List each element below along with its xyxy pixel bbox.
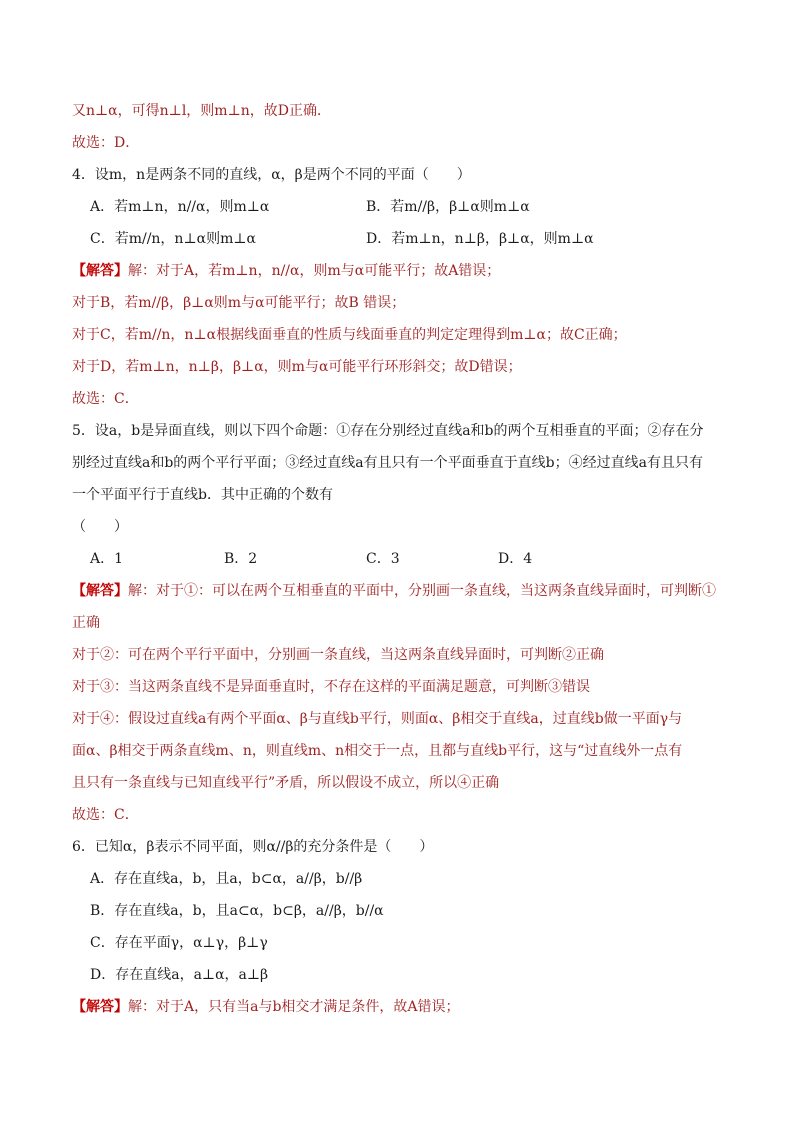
answer-tag: 【解答】 [72,583,128,599]
text-line: 故选：D． [72,135,140,151]
text-line: 对于C，若m//n，n⊥α根据线面垂直的性质与线面垂直的判定定理得到m⊥α；故C正确； [72,327,627,343]
q6-option-d: D．存在直线a，a⊥α，a⊥β [90,967,269,983]
answer-text: 解：对于A，若m⊥n，n//α，则m与α可能平行；故A错误； [128,263,501,279]
q4-option-d: D．若m⊥n，n⊥β，β⊥α，则m⊥α [366,231,594,247]
answer-text: 解：对于A，只有当a与b相交才满足条件，故A错误； [128,999,460,1015]
q6-option-b: B．存在直线a，b，且a⊂α，b⊂β，a//β，b//α [90,903,384,919]
question-6: 6．已知α，β表示不同平面，则α//β的充分条件是（ ） [72,839,434,855]
q6-option-a: A．存在直线a，b，且a，b⊂α，a//β，b//β [90,871,363,887]
answer-text: 解：对于①：可以在两个互相垂直的平面中，分别画一条直线，当这两条直线异面时，可判断① [128,583,716,599]
text-line: 面α、β相交于两条直线m、n，则直线m、n相交于一点，且都与直线b平行，这与“过直线外一点有 [72,743,683,759]
text-line: 又n⊥α，可得n⊥l，则m⊥n，故D正确． [72,103,331,119]
text-line: 对于④：假设过直线a有两个平面α、β与直线b平行，则面α、β相交于直线a，过直线b做一平面γ与 [72,711,683,727]
q5-option-d: D．4 [498,551,533,567]
q5-option-a: A．1 [90,551,124,567]
answer-5-line [72,581,716,601]
q4-option-a: A．若m⊥n，n//α，则m⊥α [90,199,270,215]
text-line: 故选：C． [72,391,139,407]
q4-option-b: B．若m//β，β⊥α则m⊥α [366,199,530,215]
text-line: 对于B，若m//β，β⊥α则m与α可能平行；故B 错误； [72,295,406,311]
answer-4-line [72,261,500,281]
q4-option-c: C．若m//n，n⊥α则m⊥α [90,231,256,247]
q6-option-c: C．存在平面γ，α⊥γ，β⊥γ [90,935,268,951]
answer-tag: 【解答】 [72,999,128,1015]
text-line: 对于③：当这两条直线不是异面垂直时，不存在这样的平面满足题意，可判断③错误 [72,679,590,695]
text-line: 正确 [72,615,100,631]
text-line: 对于②：可在两个平行平面中，分别画一条直线，当这两条直线异面时，可判断②正确 [72,647,604,663]
text-line: 故选：C． [72,807,139,823]
text-line: 别经过直线a和b的两个平行平面；③经过直线a有且只有一个平面垂直于直线b；④经过直线a有且只有 [72,455,703,471]
question-5: 5．设a，b是异面直线，则以下四个命题：①存在分别经过直线a和b的两个互相垂直的平面；②存在分 [72,423,704,439]
answer-tag: 【解答】 [72,263,128,279]
q5-option-c: C．3 [366,551,400,567]
question-4: 4．设m，n是两条不同的直线，α，β是两个不同的平面（ ） [72,167,471,183]
text-line: 对于D，若m⊥n，n⊥β，β⊥α，则m与α可能平行环形斜交；故D错误； [72,359,522,375]
text-line: （ ） [72,519,128,535]
text-line: 一个平面平行于直线b．其中正确的个数有 [72,487,333,503]
answer-6-line [72,997,460,1017]
text-line: 且只有一条直线与已知直线平行”矛盾，所以假设不成立，所以④正确 [72,775,500,791]
q5-option-b: B．2 [224,551,258,567]
